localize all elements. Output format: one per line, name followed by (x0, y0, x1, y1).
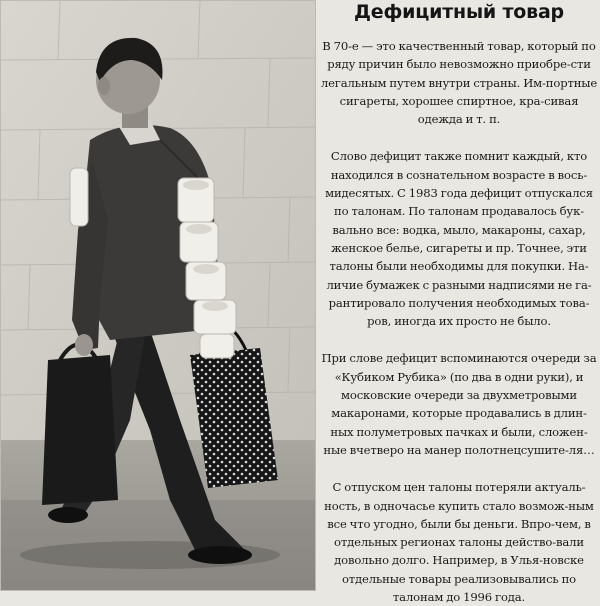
article-paragraph-4: С отпуском цен талоны потеряли актуаль-ность, в одночасье купить стало возмож-ным все что угодно, были бы деньги. Впро-чем, в отдельных регионах талоны действо-вали довольно долго. Например, в Улья-новске отдельные товары реализовывались по талонам до 1996 года. (324, 480, 594, 605)
article-paragraph-1: В 70-е — это качественный товар, который по ряду причин было невозможно приобре-сти легальным путем внутри страны. Им-портные сигареты, хорошее спиртное, кра-сивая одежда и т. п. (320, 39, 598, 127)
article-title: Дефицитный товар (354, 1, 564, 23)
article-paragraph-2: Слово дефицит также помнит каждый, кто находился в сознательном возрасте в вось-мидесятых. С 1983 года дефицит отпускался по талонам. По талонам продавалось бук-вально все: водка, мыло, макароны, сахар, женское белье, сигареты и пр. Точнее, эти талоны были необходимы для покупки. На-личие бумажек с разными надписями не га-рантировало получения необходимых това-ров, иногда их просто не было. (325, 149, 593, 329)
article-paragraph-3: При слове дефицит вспоминаются очереди за «Кубиком Рубика» (по два в одни руки), и московские очереди за двухметровыми макаронами, которые продавались в длин-ных полуметровых пачках и были, сложен-ные вчетверо на манер полотнецсушите-ля… (321, 351, 597, 457)
article-column (318, 0, 600, 605)
